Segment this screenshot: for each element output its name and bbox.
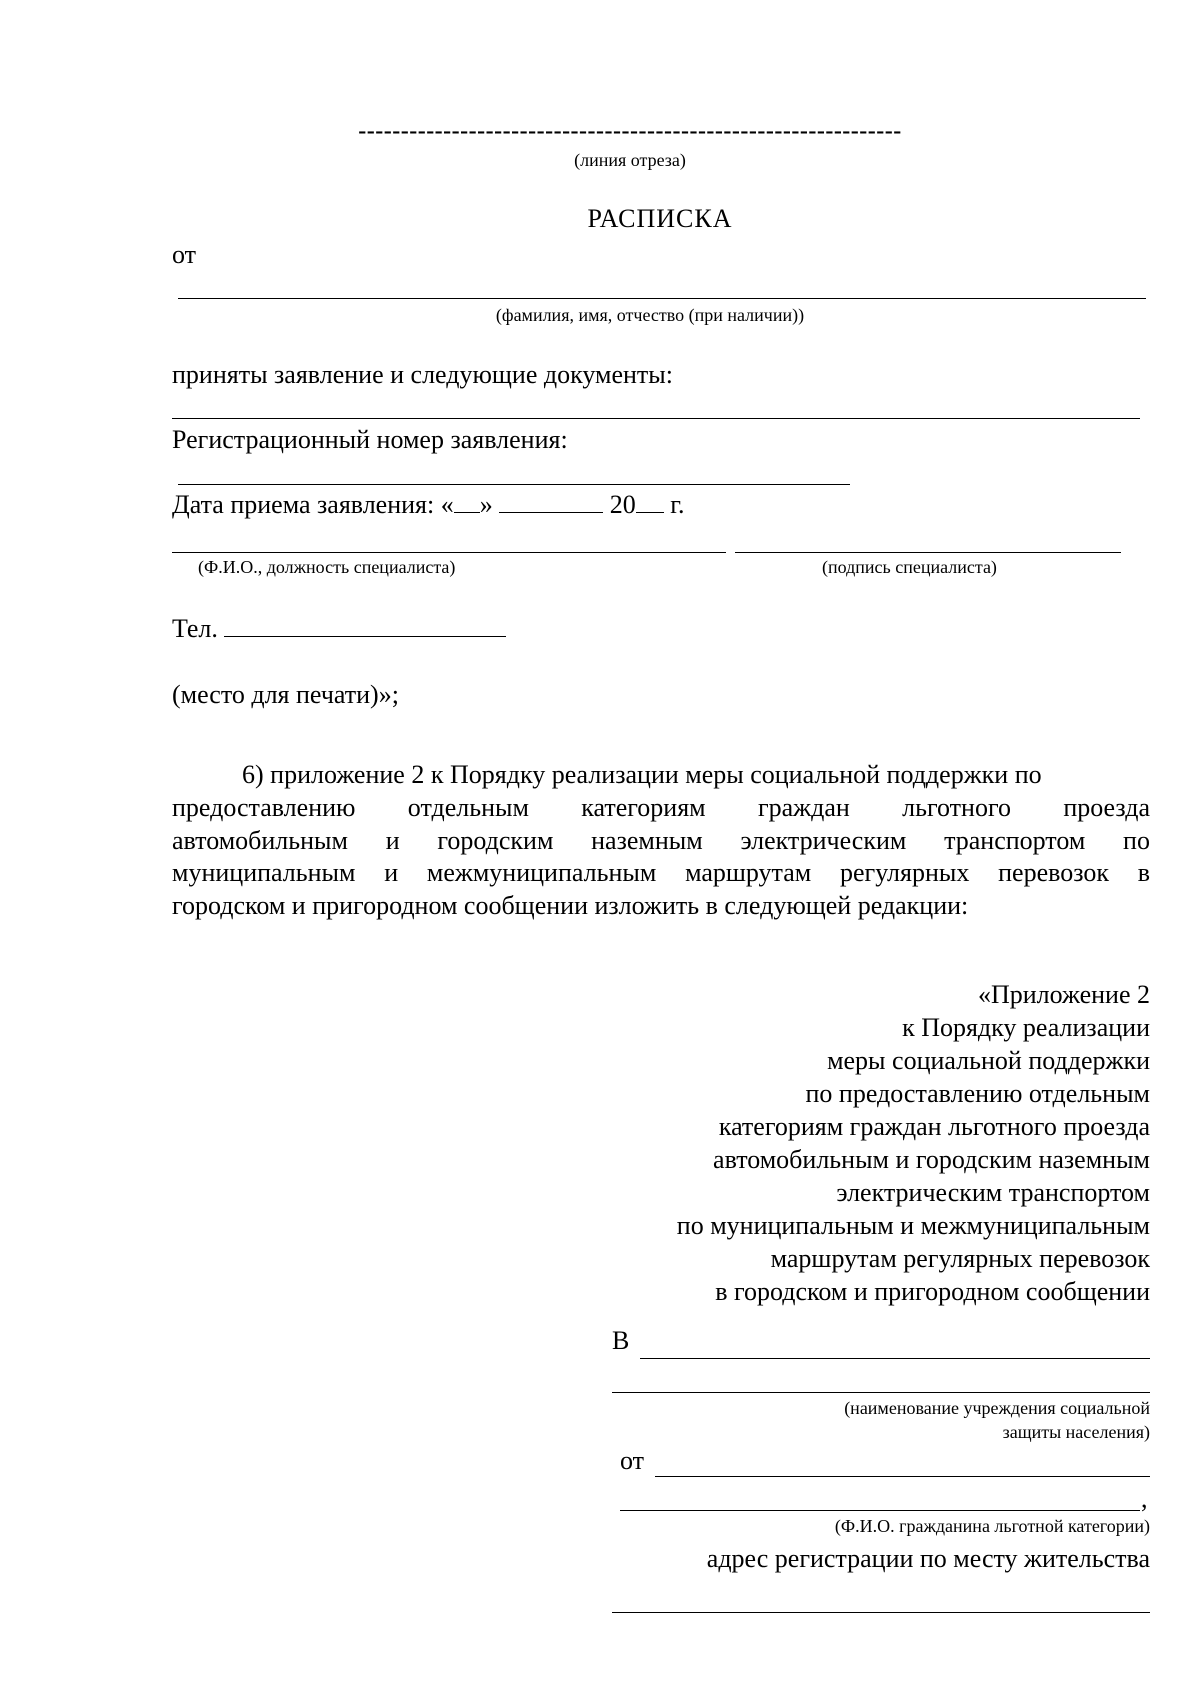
- phone-blank: [224, 614, 506, 637]
- documents-line: [172, 418, 1140, 419]
- amendment-line-3: [172, 826, 1150, 856]
- stamp-place-text: (место для печати)»;: [172, 680, 399, 709]
- amendment-word: муниципальным: [172, 858, 356, 887]
- appendix-header-line: меры социальной поддержки: [827, 1046, 1150, 1075]
- registration-address-line: [612, 1612, 1150, 1613]
- cut-line-dashes: ----------------------------------------------------------------: [358, 118, 902, 144]
- acceptance-date-label: Дата приема заявления: «: [172, 490, 454, 519]
- amendment-word: городским: [437, 826, 554, 855]
- amendment-line-2: [172, 793, 1150, 823]
- amendment-line-5: городском и пригородном сообщении изложить в следующей редакции:: [172, 891, 969, 920]
- citizen-name-comma: ,: [1141, 1484, 1148, 1513]
- addressee-from-label: от: [620, 1446, 645, 1475]
- amendment-word: в: [1137, 858, 1150, 887]
- institution-caption-2: защиты населения): [1002, 1422, 1150, 1442]
- appendix-header-line: электрическим транспортом: [836, 1178, 1150, 1207]
- amendment-word: отдельным: [407, 793, 529, 822]
- phone-label: Тел.: [172, 614, 218, 643]
- date-year-suffix: г.: [670, 490, 685, 519]
- amendment-word: граждан: [757, 793, 850, 822]
- citizen-caption: (Ф.И.О. гражданина льготной категории): [834, 1516, 1150, 1536]
- date-day-blank: [454, 490, 480, 513]
- receipt-title: РАСПИСКА: [587, 204, 733, 233]
- addressee-to-label: В: [612, 1326, 630, 1355]
- amendment-word: регулярных: [839, 858, 970, 887]
- citizen-name-line-2: [620, 1510, 1140, 1511]
- amendment-line-4: [172, 858, 1150, 888]
- amendment-word: транспортом: [944, 826, 1086, 855]
- signature-caption: (подпись специалиста): [822, 557, 997, 577]
- appendix-header-line: маршрутам регулярных перевозок: [770, 1244, 1150, 1273]
- appendix-header-line: автомобильным и городским наземным: [713, 1145, 1150, 1174]
- registration-address-label: адрес регистрации по месту жительства: [706, 1544, 1150, 1573]
- amendment-word: проезда: [1063, 793, 1150, 822]
- amendment-word: перевозок: [998, 858, 1109, 887]
- phone-row: [172, 614, 506, 644]
- amendment-line-1: 6) приложение 2 к Порядку реализации меры социальной поддержки по: [242, 760, 1042, 789]
- cut-line-label: (линия отреза): [574, 150, 686, 170]
- appendix-header-line: категориям граждан льготного проезда: [718, 1112, 1150, 1141]
- amendment-word: маршрутам: [685, 858, 812, 887]
- amendment-word: межмуниципальным: [426, 858, 657, 887]
- amendment-word: предоставлению: [172, 793, 356, 822]
- accepted-documents-text: приняты заявление и следующие документы:: [172, 360, 673, 389]
- registration-number-line: [178, 484, 850, 485]
- appendix-header-line: к Порядку реализации: [902, 1013, 1150, 1042]
- acceptance-date-row: [172, 490, 684, 520]
- appendix-header-line: по муниципальным и межмуниципальным: [676, 1211, 1150, 1240]
- date-year-prefix: 20: [609, 490, 636, 519]
- date-year-blank: [636, 490, 664, 513]
- institution-line-2: [612, 1392, 1150, 1393]
- citizen-name-line-1: [655, 1476, 1150, 1477]
- amendment-word: и: [385, 826, 400, 855]
- specialist-signature-line: [735, 552, 1121, 553]
- amendment-word: наземным: [591, 826, 703, 855]
- institution-caption-1: (наименование учреждения социальной: [844, 1398, 1150, 1418]
- amendment-word: автомобильным: [172, 826, 348, 855]
- amendment-word: и: [384, 858, 399, 887]
- fio-caption: (фамилия, имя, отчество (при наличии)): [495, 305, 805, 325]
- specialist-name-line: [172, 552, 726, 553]
- amendment-word: по: [1123, 826, 1150, 855]
- date-month-blank: [499, 490, 603, 513]
- fio-line: [178, 298, 1146, 299]
- date-day-close-quote: »: [479, 490, 493, 519]
- appendix-header-line: в городском и пригородном сообщении: [715, 1277, 1150, 1306]
- registration-number-label: Регистрационный номер заявления:: [172, 425, 568, 454]
- amendment-word: льготного: [902, 793, 1011, 822]
- appendix-header-line: «Приложение 2: [977, 980, 1150, 1009]
- institution-line-1: [640, 1358, 1150, 1359]
- appendix-header-line: по предоставлению отдельным: [805, 1079, 1150, 1108]
- specialist-caption: (Ф.И.О., должность специалиста): [198, 557, 456, 577]
- amendment-word: категориям: [581, 793, 706, 822]
- amendment-word: электрическим: [740, 826, 907, 855]
- receipt-from-label: от: [172, 240, 197, 269]
- appendix-header-block: [677, 978, 1150, 1308]
